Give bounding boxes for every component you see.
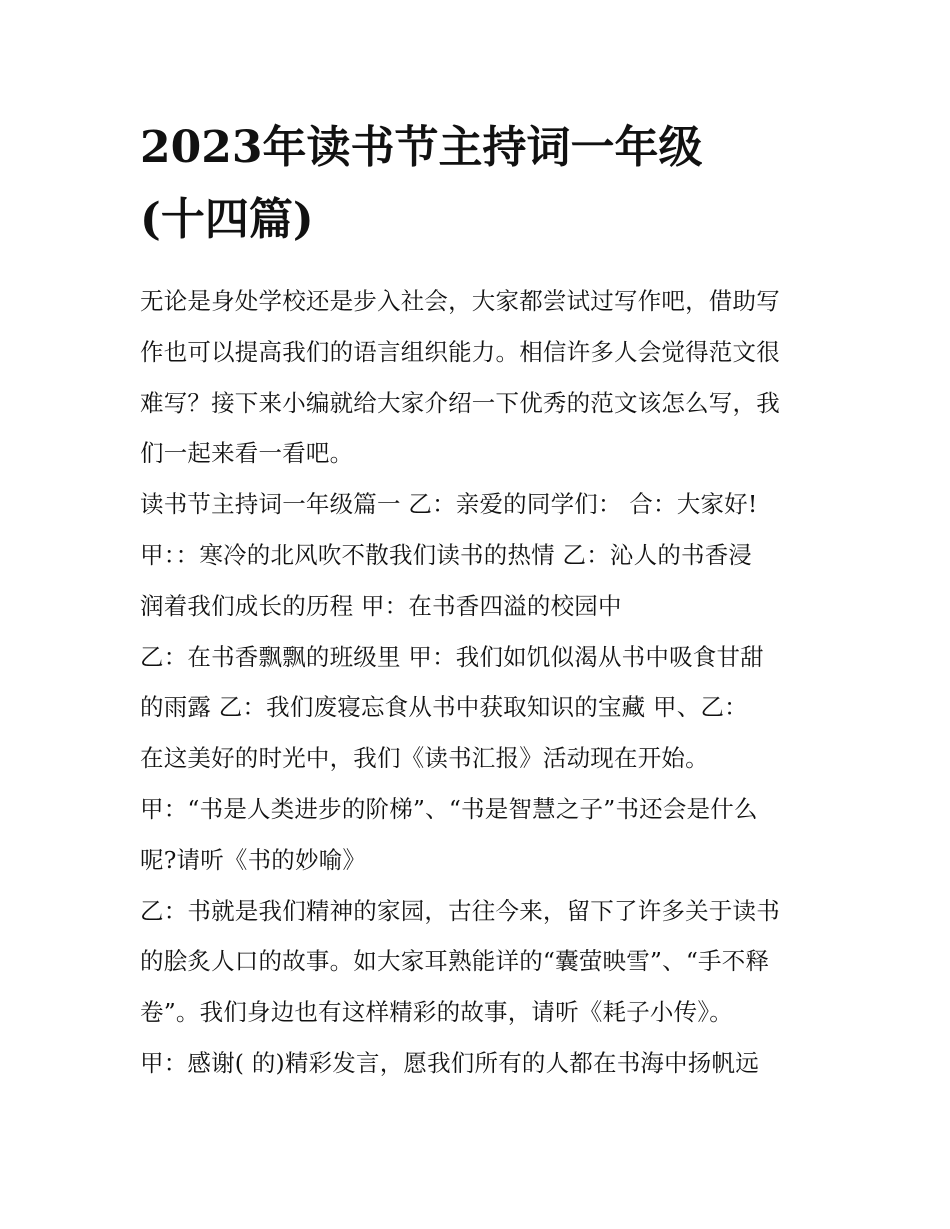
title-line-1: 2023年读书节主持词一年级 [140, 122, 703, 173]
document-title [140, 118, 820, 250]
body-line: 在这美好的时光中，我们《读书汇报》活动现在开始。 [140, 744, 709, 773]
body-line: 甲：：寒冷的北风吹不散我们读书的热情 乙：沁人的书香浸 [140, 540, 753, 569]
intro-line: 作也可以提高我们的语言组织能力。相信许多人会觉得范文很 [140, 337, 780, 366]
intro-line: 们一起来看一看吧。 [140, 439, 354, 468]
document-page [140, 118, 820, 1089]
body-line: 甲：“书是人类进步的阶梯”、“书是智慧之子”书还会是什么 [140, 794, 758, 823]
body-line: 读书节主持词一年级篇一 乙：亲爱的同学们： 合：大家好! [140, 490, 758, 519]
title-line-2: (十四篇) [140, 194, 314, 245]
body-line: 呢?请听《书的妙喻》 [140, 845, 367, 874]
intro-line: 难写？接下来小编就给大家介绍一下优秀的范文该怎么写，我 [140, 388, 780, 417]
body-line: 乙：在书香飘飘的班级里 甲：我们如饥似渴从书中吸食甘甜 [140, 642, 764, 671]
body-line: 甲：感谢( 的)精彩发言，愿我们所有的人都在书海中扬帆远 [140, 1048, 759, 1077]
body-text [140, 479, 820, 1089]
intro-line: 无论是身处学校还是步入社会，大家都尝试过写作吧，借助写 [140, 287, 780, 315]
intro-paragraph [140, 276, 820, 479]
body-line: 的脍炙人口的故事。如大家耳熟能详的“囊萤映雪”、“手不释 [140, 947, 770, 976]
body-line: 卷”。我们身边也有这样精彩的故事，请听《耗子小传》。 [140, 998, 733, 1027]
body-line: 润着我们成长的历程 甲：在书香四溢的校园中 [140, 591, 622, 620]
body-line: 乙：书就是我们精神的家园，古往今来，留下了许多关于读书 [140, 896, 780, 925]
body-line: 的雨露 乙：我们废寝忘食从书中获取知识的宝藏 甲、乙： [140, 693, 748, 722]
